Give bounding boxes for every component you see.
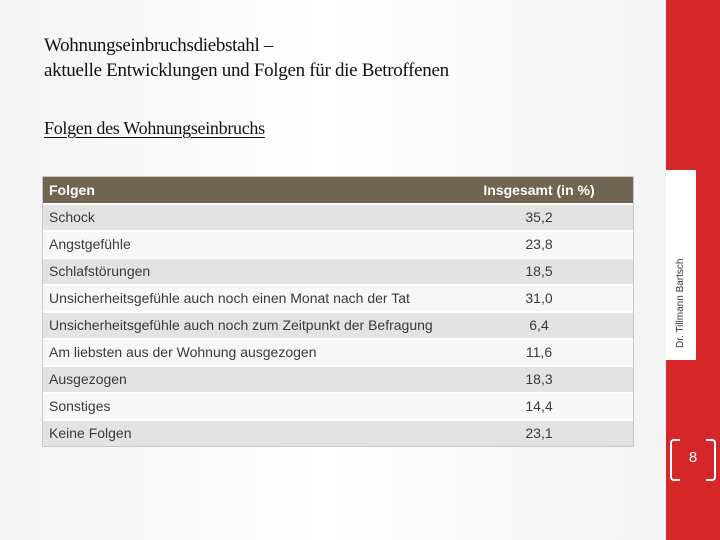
- consequences-table: [42, 176, 634, 447]
- slide-title-line-2: aktuelle Entwicklungen und Folgen für die Betroffenen: [44, 60, 449, 81]
- table-row: [43, 366, 633, 393]
- right-bracket-icon: [706, 439, 716, 481]
- table-header-row: [43, 177, 633, 204]
- row-label: Schlafstörungen: [43, 258, 445, 285]
- table-row: [43, 339, 633, 366]
- row-label: Unsicherheitsgefühle auch noch zum Zeitpunkt der Befragung: [43, 312, 445, 339]
- row-label: Ausgezogen: [43, 366, 445, 393]
- row-label: Am liebsten aus der Wohnung ausgezogen: [43, 339, 445, 366]
- row-value: 23,1: [445, 420, 633, 446]
- row-label: Angstgefühle: [43, 231, 445, 258]
- row-value: 23,8: [445, 231, 633, 258]
- row-value: 35,2: [445, 204, 633, 231]
- table-row: [43, 393, 633, 420]
- row-value: 18,3: [445, 366, 633, 393]
- author-name: Dr. Tillmann Bartsch: [675, 258, 686, 348]
- row-value: 11,6: [445, 339, 633, 366]
- table-row: [43, 285, 633, 312]
- row-value: 31,0: [445, 285, 633, 312]
- row-value: 14,4: [445, 393, 633, 420]
- column-header-insgesamt: Insgesamt (in %): [445, 177, 633, 204]
- row-label: Unsicherheitsgefühle auch noch einen Monat nach der Tat: [43, 285, 445, 312]
- table-row: [43, 312, 633, 339]
- column-header-folgen: Folgen: [43, 177, 445, 204]
- row-label: Keine Folgen: [43, 420, 445, 446]
- table-row: [43, 231, 633, 258]
- page-number: 8: [688, 449, 698, 466]
- slide-title-line-1: Wohnungseinbruchsdiebstahl –: [44, 35, 274, 56]
- row-label: Schock: [43, 204, 445, 231]
- row-value: 6,4: [445, 312, 633, 339]
- table-row: [43, 258, 633, 285]
- table-row: [43, 204, 633, 231]
- row-value: 18,5: [445, 258, 633, 285]
- slide-title: [44, 33, 449, 83]
- table-row: [43, 420, 633, 446]
- section-subtitle: Folgen des Wohnungseinbruchs: [44, 118, 265, 138]
- page-number-badge: [670, 439, 716, 479]
- row-label: Sonstiges: [43, 393, 445, 420]
